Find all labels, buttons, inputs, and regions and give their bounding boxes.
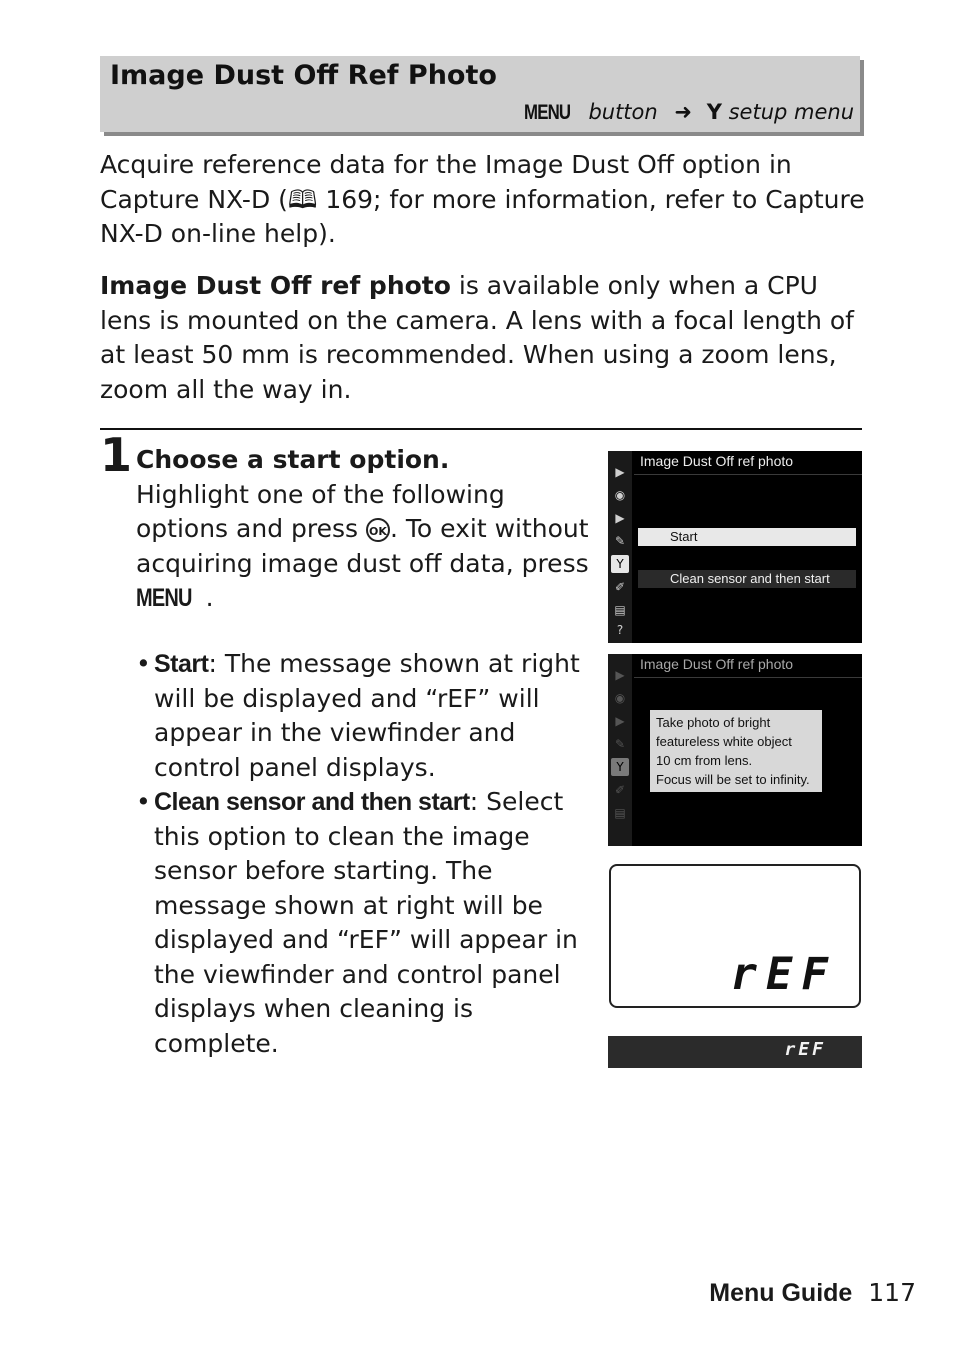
bullet-text: : Select this option to clean the image sensor before starting. The message shown at right will be displayed and “rEF” will appear in the viewfinder and control panel displays when cleaning is complete. [154, 787, 578, 1058]
step-number: 1 [100, 428, 133, 482]
button-word: button [588, 100, 658, 124]
help-icon: ? [616, 623, 624, 637]
screen-divider [634, 474, 862, 475]
menu-path [524, 100, 854, 125]
step-title: Choose a start option. [136, 445, 450, 474]
message-line: 10 cm from lens. [656, 753, 753, 768]
option-bullets [136, 647, 596, 1061]
setup-menu-label: setup menu [728, 100, 854, 124]
screen-divider [634, 677, 862, 678]
screen-title: Image Dust Off ref photo [640, 656, 794, 672]
step-text-c: . [205, 583, 214, 612]
bullet-term: Start [154, 650, 209, 678]
screen-title: Image Dust Off ref photo [640, 453, 794, 469]
ok-button-icon: OK [366, 518, 390, 542]
book-icon: 🕮 [287, 184, 318, 214]
availability-text: is available only when a CPU lens is mounted on the camera. A lens with a focal length of at least 50 mm is recommended. When using a zoom lens, zoom all the way in. [100, 271, 854, 404]
wrench-icon: Y [611, 758, 629, 776]
page-title: Image Dust Off Ref Photo [110, 60, 497, 91]
menu-sidebar [608, 451, 632, 643]
bullet-text: : The message shown at right will be displayed and “rEF” will appear in the viewfinder and control panel displays. [154, 649, 580, 782]
bullet-start [136, 647, 596, 785]
section-header [100, 56, 860, 132]
step-text-b: . To exit without acquiring image dust off data, press [136, 514, 589, 578]
page-number: 117 [868, 1278, 916, 1307]
camera-icon: ◉ [614, 488, 626, 502]
availability-paragraph [100, 269, 870, 407]
message-line: featureless white object [656, 734, 792, 749]
step-divider [100, 428, 862, 430]
camera-icon: ◉ [614, 691, 626, 705]
step-body [136, 443, 596, 616]
menu-key-label: MENU [136, 584, 192, 612]
my-menu-icon: ▤ [614, 603, 626, 617]
availability-term: Image Dust Off ref photo [100, 271, 451, 300]
my-menu-icon: ▤ [614, 806, 626, 820]
menu-option-clean-sensor: Clean sensor and then start [638, 570, 856, 588]
step-text-a: Highlight one of the following options and press [136, 479, 505, 543]
menu-key-label: MENU [523, 101, 571, 124]
wrench-icon: Y [611, 555, 629, 573]
intro-paragraph [100, 148, 870, 252]
control-panel-ref-readout: rEF [784, 1039, 826, 1060]
section-name: Menu Guide [709, 1279, 853, 1307]
camera-message-screen [608, 654, 862, 846]
page-footer [709, 1278, 916, 1308]
message-dialog [650, 710, 822, 792]
step-instructions [136, 478, 596, 616]
playback-icon: ▶ [615, 465, 625, 479]
retouch-icon: ✐ [614, 783, 626, 797]
control-panel-display [608, 1036, 862, 1068]
intro-text-end: 169; for more information, refer to Capture NX-D on-line help). [100, 184, 865, 248]
arrow-icon: ➜ [674, 100, 692, 124]
bullet-clean-sensor [136, 785, 596, 1061]
camera-menu-screen [608, 451, 862, 643]
retouch-icon: ✐ [614, 580, 626, 594]
playback-icon: ▶ [615, 668, 625, 682]
message-line: Take photo of bright [656, 715, 771, 730]
intro-text-start: Acquire reference data for the Image Dust Off option in Capture NX-D ( [100, 150, 792, 214]
menu-option-start: Start [638, 528, 856, 546]
menu-sidebar [608, 654, 632, 846]
message-line: Focus will be set to infinity. [656, 772, 810, 787]
movie-icon: ▶ [615, 511, 625, 525]
viewfinder-display [609, 864, 861, 1008]
wrench-icon: Y [706, 100, 722, 124]
pencil-icon: ✎ [614, 534, 626, 548]
pencil-icon: ✎ [614, 737, 626, 751]
movie-icon: ▶ [615, 714, 625, 728]
viewfinder-ref-readout: rEF [730, 949, 837, 1000]
bullet-term: Clean sensor and then start [154, 788, 470, 816]
